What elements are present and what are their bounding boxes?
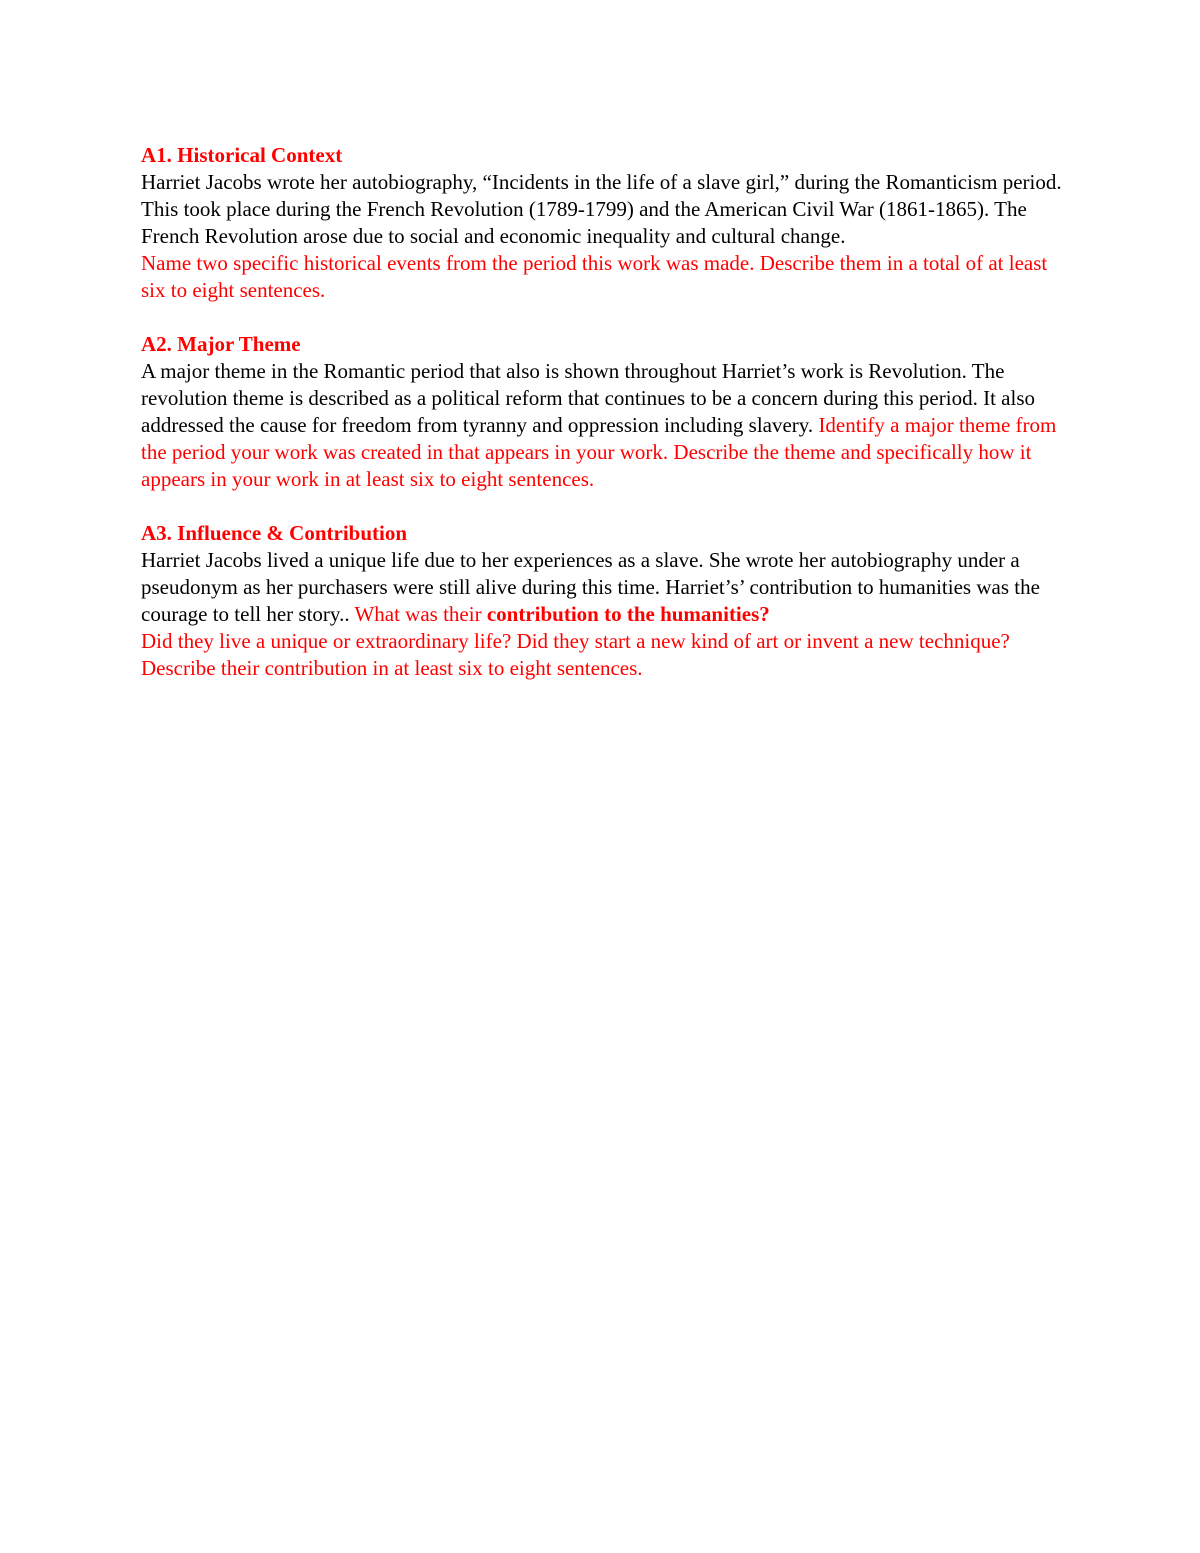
section-paragraph [141, 547, 1066, 682]
section-major-theme [141, 331, 1066, 493]
prompt-text: What was their [354, 602, 482, 626]
prompt-bold-text: contribution to the humanities? [486, 602, 770, 626]
section-historical-context [141, 142, 1066, 304]
section-heading: A2. Major Theme [141, 332, 301, 356]
prompt-text: Identify a major theme from the period your work was created in that appears in your work. Describe the theme and specifically how it appears in your work in at least six to eight sentences. [141, 413, 1057, 491]
section-heading: A3. Influence & Contribution [141, 521, 408, 545]
prompt-text-continued: Did they live a unique or extraordinary life? Did they start a new kind of art or invent a new technique? Describe their contribution in at least six to eight sentences. [141, 629, 1010, 680]
prompt-text: Name two specific historical events from the period this work was made. Describe them in a total of at least six to eight sentences. [141, 251, 1048, 302]
section-paragraph [141, 169, 1066, 304]
section-influence-contribution [141, 520, 1066, 682]
answer-text: Harriet Jacobs wrote her autobiography, “Incidents in the life of a slave girl,” during the Romanticism period. This took place during the French Revolution (1789-1799) and the American Civil War (1861-1865). The French Revolution arose due to social and economic inequality and cultural change. [141, 170, 1062, 248]
document-body [141, 142, 1066, 709]
section-heading: A1. Historical Context [141, 143, 343, 167]
answer-text: Harriet Jacobs lived a unique life due to her experiences as a slave. She wrote her autobiography under a pseudonym as her purchasers were still alive during this time. Harriet’s’ contribution to humanities was the courage to tell her story.. [141, 548, 1040, 626]
section-paragraph [141, 358, 1066, 493]
answer-text: A major theme in the Romantic period that also is shown throughout Harriet’s work is Revolution. The revolution theme is described as a political reform that continues to be a concern during this period. It also addressed the cause for freedom from tyranny and oppression including slavery. [141, 359, 1035, 437]
